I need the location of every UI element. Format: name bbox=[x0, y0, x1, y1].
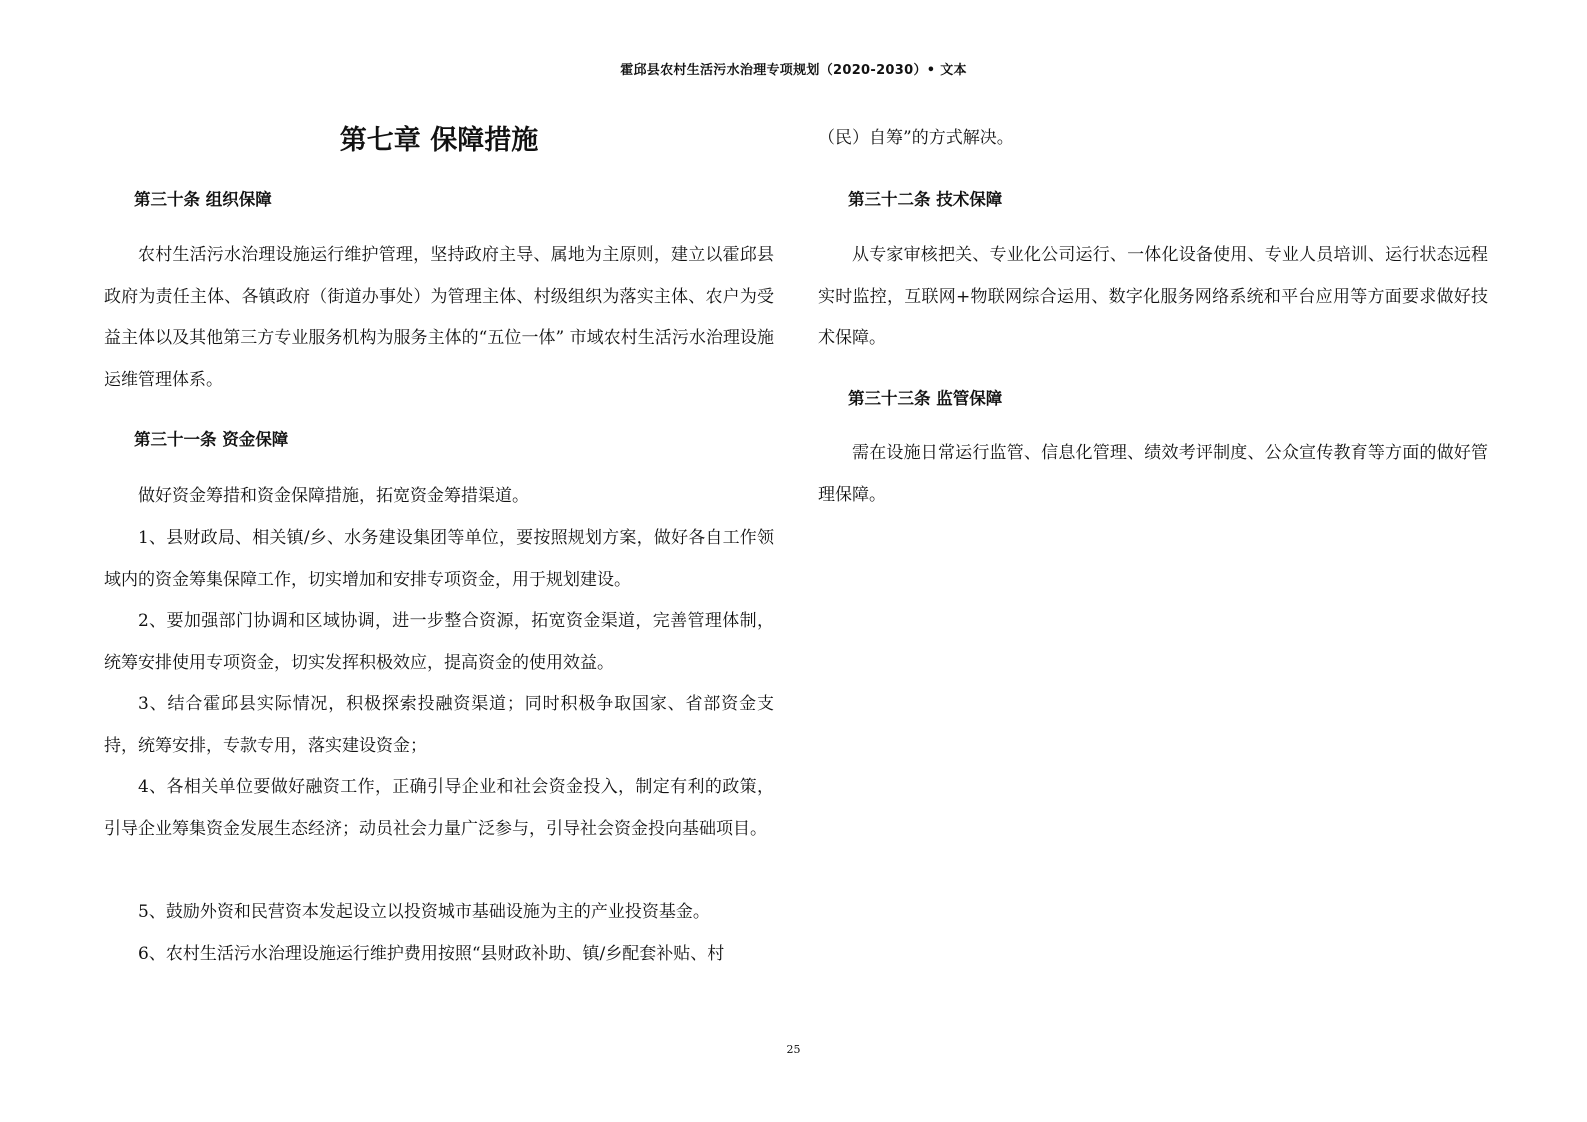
document-header-title: 霍邱县农村生活污水治理专项规划（2020-2030）• 文本 bbox=[620, 63, 967, 78]
article-31-item-5: 5、鼓励外资和民营资本发起设立以投资城市基础设施为主的产业投资基金。 bbox=[138, 902, 710, 922]
chapter-title: 第七章 保障措施 bbox=[339, 125, 539, 156]
article-31-heading: 第三十一条 资金保障 bbox=[134, 430, 289, 449]
article-32-heading: 第三十二条 技术保障 bbox=[848, 190, 1003, 209]
article-32-paragraph: 从专家审核把关、专业化公司运行、一体化设备使用、专业人员培训、运行状态远程实时监控，互联网+物联网综合运用、数字化服务网络系统和平台应用等方面要求做好技术保障。 bbox=[818, 245, 1488, 348]
continuation-text: （民）自筹”的方式解决。 bbox=[818, 128, 1014, 148]
article-31-item-1: 1、县财政局、相关镇/乡、水务建设集团等单位，要按照规划方案，做好各自工作领域内的资金筹集保障工作，切实增加和安排专项资金，用于规划建设。 bbox=[104, 528, 774, 590]
article-31-item-2: 2、要加强部门协调和区域协调，进一步整合资源，拓宽资金渠道，完善管理体制，统筹安排使用专项资金，切实发挥积极效应，提高资金的使用效益。 bbox=[104, 611, 774, 673]
page-number: 25 bbox=[786, 1043, 801, 1056]
article-30-paragraph: 农村生活污水治理设施运行维护管理，坚持政府主导、属地为主原则，建立以霍邱县政府为责任主体、各镇政府（街道办事处）为管理主体、村级组织为落实主体、农户为受益主体以及其他第三方专业服务机构为服务主体的“五位一体” 市域农村生活污水治理设施运维管理体系。 bbox=[104, 245, 774, 390]
article-31-item-3: 3、结合霍邱县实际情况，积极探索投融资渠道；同时积极争取国家、省部资金支持，统筹安排，专款专用，落实建设资金； bbox=[104, 694, 774, 756]
article-31-intro: 做好资金筹措和资金保障措施，拓宽资金筹措渠道。 bbox=[138, 486, 529, 506]
article-31-item-6: 6、农村生活污水治理设施运行维护费用按照“县财政补助、镇/乡配套补贴、村 bbox=[138, 944, 725, 964]
article-31-item-4: 4、各相关单位要做好融资工作，正确引导企业和社会资金投入，制定有利的政策，引导企业筹集资金发展生态经济；动员社会力量广泛参与，引导社会资金投向基础项目。 bbox=[104, 777, 774, 839]
article-30-heading: 第三十条 组织保障 bbox=[134, 190, 272, 209]
article-33-heading: 第三十三条 监管保障 bbox=[848, 389, 1003, 408]
article-33-paragraph: 需在设施日常运行监管、信息化管理、绩效考评制度、公众宣传教育等方面的做好管理保障。 bbox=[818, 443, 1488, 505]
